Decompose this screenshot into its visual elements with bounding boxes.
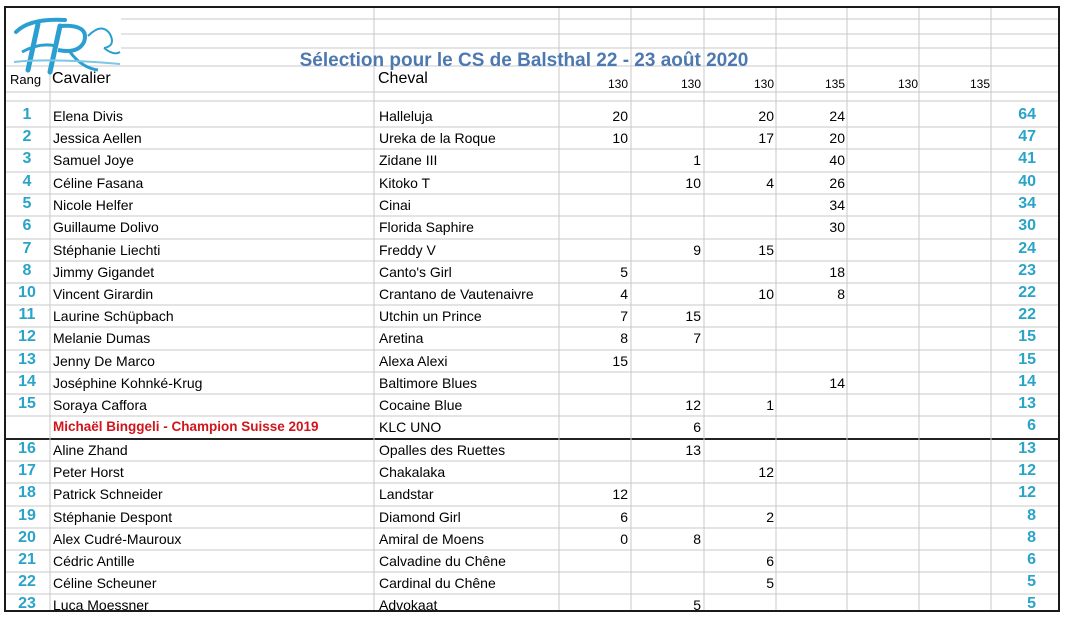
rider-cell: Jimmy Gigandet: [53, 264, 155, 280]
table-row: [6, 550, 1058, 572]
score-cell: 8: [620, 330, 628, 346]
table-row: [6, 350, 1058, 372]
score-cell: 1: [693, 152, 701, 168]
rider-cell: Guillaume Dolivo: [53, 219, 159, 235]
total-cell: 34: [1018, 195, 1036, 212]
table-row: [6, 105, 1058, 127]
score-cell: 15: [685, 308, 701, 324]
score-cell: 0: [620, 531, 628, 547]
score-cell: 14: [829, 375, 845, 391]
page-title: Sélection pour le CS de Balsthal 22 - 23 août 2020: [299, 50, 749, 71]
horse-cell: Florida Saphire: [379, 219, 474, 235]
horse-cell: Canto's Girl: [379, 264, 452, 280]
table-row: [6, 594, 1058, 616]
score-cell: 24: [829, 108, 845, 124]
rider-cell: Laurine Schüpbach: [53, 308, 174, 324]
total-cell: 13: [1018, 440, 1036, 457]
total-cell: 13: [1018, 395, 1036, 412]
score-cell: 34: [829, 197, 845, 213]
total-cell: 15: [1018, 351, 1036, 368]
header-height-1: 130: [607, 77, 628, 91]
rider-cell: Aline Zhand: [53, 442, 128, 458]
table-row: [6, 506, 1058, 528]
rider-cell: Jessica Aellen: [53, 130, 142, 146]
table-row: [6, 127, 1058, 149]
horse-cell: Crantano de Vautenaivre: [379, 286, 534, 302]
total-cell: 40: [1018, 173, 1036, 190]
rider-cell: Elena Divis: [53, 108, 124, 124]
rank-cell: 21: [18, 551, 36, 568]
horse-cell: Freddy V: [379, 242, 436, 258]
table-row: [6, 439, 1058, 461]
total-cell: 30: [1018, 217, 1036, 234]
header-height-3: 130: [753, 77, 774, 91]
rank-cell: 23: [18, 595, 36, 612]
rider-cell: Melanie Dumas: [53, 330, 151, 346]
total-cell: 15: [1018, 328, 1036, 345]
spreadsheet: [4, 6, 1060, 612]
score-cell: 8: [693, 531, 701, 547]
rider-cell: Patrick Schneider: [53, 486, 163, 502]
horse-cell: Chakalaka: [379, 464, 446, 480]
score-cell: 15: [612, 353, 628, 369]
score-cell: 30: [829, 219, 845, 235]
total-cell: 47: [1018, 128, 1036, 145]
horse-cell: KLC UNO: [379, 419, 442, 435]
rank-cell: 15: [18, 395, 36, 412]
rank-cell: 22: [18, 573, 36, 590]
rider-cell: Céline Scheuner: [53, 575, 157, 591]
rank-cell: 16: [18, 440, 36, 457]
score-cell: 12: [685, 397, 701, 413]
total-cell: 41: [1018, 150, 1036, 167]
table-row: [6, 283, 1058, 305]
rank-cell: 13: [18, 351, 36, 368]
rank-cell: 20: [18, 529, 36, 546]
total-cell: 5: [1027, 595, 1036, 612]
horse-cell: Kitoko T: [379, 175, 431, 191]
score-cell: 10: [612, 130, 628, 146]
rider-cell: Cédric Antille: [53, 553, 135, 569]
total-cell: 24: [1018, 240, 1036, 257]
score-cell: 20: [612, 108, 628, 124]
table-row: [6, 372, 1058, 394]
rider-cell: Vincent Girardin: [53, 286, 154, 302]
score-cell: 5: [620, 264, 628, 280]
rank-cell: 11: [18, 306, 36, 323]
table-row: [6, 216, 1058, 238]
rank-cell: 12: [18, 328, 36, 345]
header-height-5: 130: [897, 77, 918, 91]
table-row: [6, 194, 1058, 216]
rank-cell: 18: [18, 484, 36, 501]
rider-cell: Soraya Caffora: [53, 397, 147, 413]
total-cell: 6: [1027, 551, 1036, 568]
score-cell: 6: [693, 419, 701, 435]
score-cell: 13: [685, 442, 701, 458]
score-cell: 4: [766, 175, 774, 191]
rider-cell: Céline Fasana: [53, 175, 144, 191]
score-cell: 5: [693, 597, 701, 613]
horse-cell: Cocaine Blue: [379, 397, 463, 413]
score-cell: 2: [766, 509, 774, 525]
score-cell: 40: [829, 152, 845, 168]
table-row: [6, 305, 1058, 327]
horse-cell: Baltimore Blues: [379, 375, 478, 391]
table-row: [6, 149, 1058, 171]
rider-cell: Michaël Binggeli - Champion Suisse 2019: [53, 419, 319, 434]
rank-cell: 8: [22, 262, 32, 279]
total-cell: 22: [1018, 306, 1036, 323]
rank-cell: 10: [18, 284, 36, 301]
table-row: [6, 416, 1058, 438]
horse-cell: Zidane III: [379, 152, 438, 168]
horse-cell: Aretina: [379, 330, 424, 346]
rider-cell: Nicole Helfer: [53, 197, 134, 213]
rank-cell: 19: [18, 507, 36, 524]
total-cell: 64: [1018, 106, 1036, 123]
header-height-2: 130: [680, 77, 701, 91]
horse-cell: Utchin un Prince: [379, 308, 482, 324]
score-cell: 12: [612, 486, 628, 502]
score-cell: 8: [837, 286, 845, 302]
rank-cell: 6: [22, 217, 32, 234]
rank-cell: 14: [18, 373, 36, 390]
horse-cell: Cinai: [379, 197, 411, 213]
rank-cell: 5: [22, 195, 32, 212]
rider-cell: Alex Cudré-Mauroux: [53, 531, 182, 547]
table-row: [6, 327, 1058, 349]
horse-cell: Alexa Alexi: [379, 353, 448, 369]
rider-cell: Peter Horst: [53, 464, 124, 480]
rank-cell: 3: [22, 150, 32, 167]
rank-cell: 17: [18, 462, 36, 479]
horse-cell: Amiral de Moens: [379, 531, 485, 547]
table-row: [6, 394, 1058, 416]
horse-cell: Opalles des Ruettes: [379, 442, 506, 458]
total-cell: 14: [1018, 373, 1036, 390]
horse-cell: Ureka de la Roque: [379, 130, 496, 146]
score-cell: 4: [620, 286, 628, 302]
score-cell: 6: [620, 509, 628, 525]
rider-cell: Luca Moessner: [53, 597, 149, 613]
score-cell: 1: [766, 397, 774, 413]
table-row: [6, 239, 1058, 261]
horse-cell: Halleluja: [379, 108, 433, 124]
score-cell: 10: [758, 286, 774, 302]
score-cell: 10: [685, 175, 701, 191]
total-cell: 5: [1027, 573, 1036, 590]
total-cell: 6: [1027, 417, 1036, 434]
rank-cell: 7: [22, 240, 32, 257]
rank-cell: 2: [22, 128, 32, 145]
total-cell: 22: [1018, 284, 1036, 301]
score-cell: 17: [758, 130, 774, 146]
rank-cell: 1: [22, 106, 32, 123]
score-cell: 15: [758, 242, 774, 258]
table-row: [6, 483, 1058, 505]
total-cell: 12: [1018, 484, 1036, 501]
horse-cell: Calvadine du Chêne: [379, 553, 506, 569]
rider-cell: Stéphanie Liechti: [53, 242, 161, 258]
total-cell: 12: [1018, 462, 1036, 479]
table-row: [6, 461, 1058, 483]
header-cheval: Cheval: [378, 70, 428, 87]
header-rang: Rang: [10, 72, 42, 87]
horse-cell: Advokaat: [379, 597, 438, 613]
score-cell: 7: [693, 330, 701, 346]
horse-cell: Cardinal du Chêne: [379, 575, 496, 591]
tr-logo: [10, 12, 125, 78]
rider-cell: Samuel Joye: [53, 152, 134, 168]
score-cell: 18: [829, 264, 845, 280]
score-cell: 7: [620, 308, 628, 324]
header-cavalier: Cavalier: [52, 70, 111, 87]
table-row: [6, 172, 1058, 194]
horse-cell: Landstar: [379, 486, 434, 502]
rank-cell: 4: [22, 173, 32, 190]
rider-cell: Joséphine Kohnké-Krug: [53, 375, 203, 391]
rider-cell: Stéphanie Despont: [53, 509, 173, 525]
header-height-4: 135: [824, 77, 845, 91]
total-cell: 8: [1027, 529, 1036, 546]
score-cell: 6: [766, 553, 774, 569]
table-row: [6, 261, 1058, 283]
table-row: [6, 572, 1058, 594]
header-height-6: 135: [969, 77, 990, 91]
score-cell: 9: [693, 242, 701, 258]
score-cell: 20: [829, 130, 845, 146]
horse-cell: Diamond Girl: [379, 509, 461, 525]
score-cell: 20: [758, 108, 774, 124]
score-cell: 26: [829, 175, 845, 191]
total-cell: 23: [1018, 262, 1036, 279]
score-cell: 12: [758, 464, 774, 480]
table-row: [6, 528, 1058, 550]
total-cell: 8: [1027, 507, 1036, 524]
rider-cell: Jenny De Marco: [53, 353, 155, 369]
score-cell: 5: [766, 575, 774, 591]
